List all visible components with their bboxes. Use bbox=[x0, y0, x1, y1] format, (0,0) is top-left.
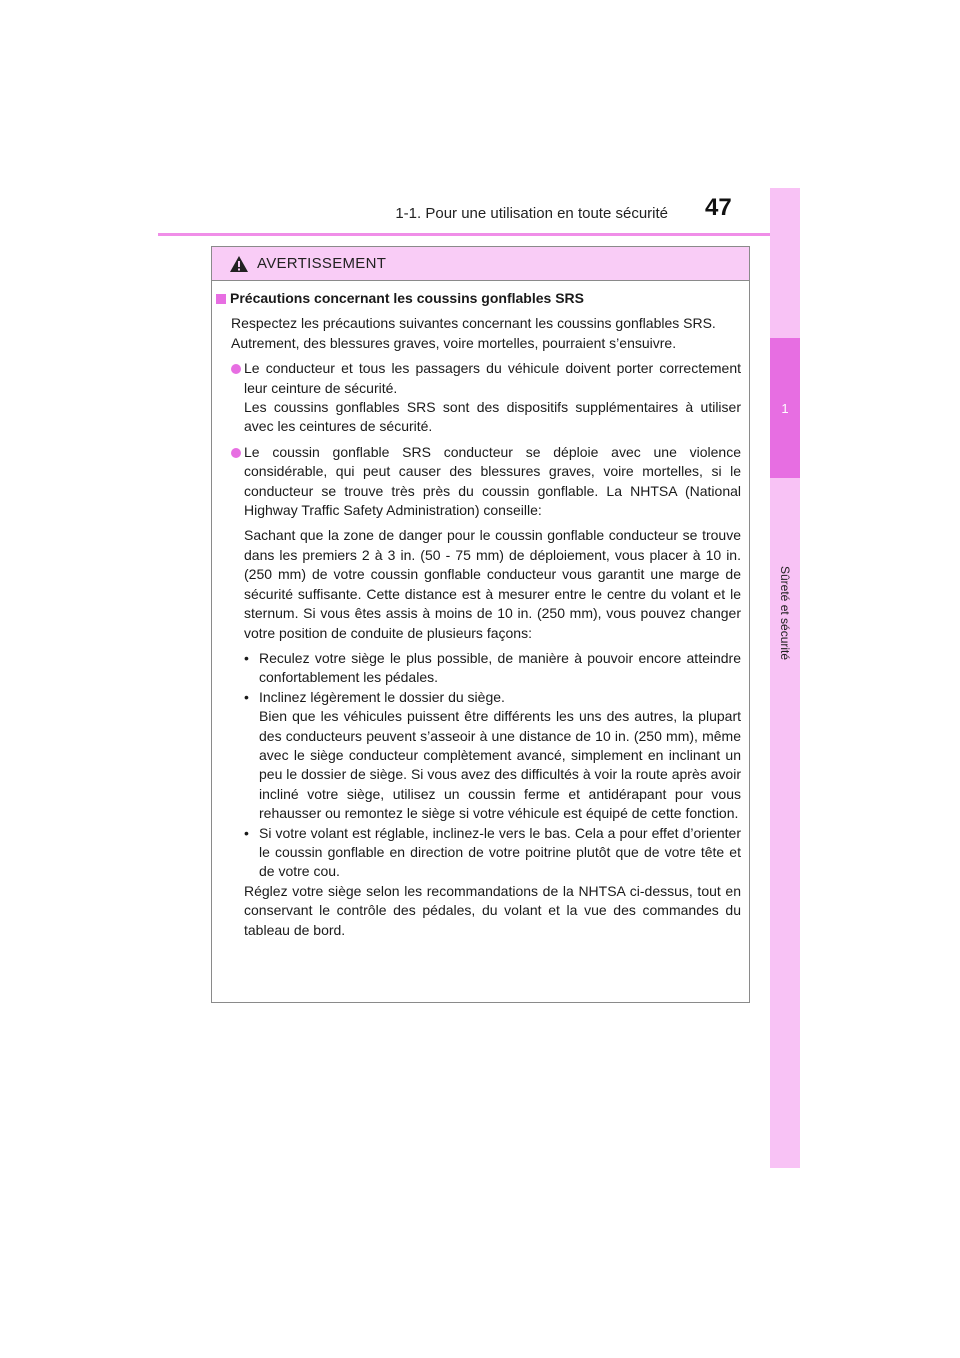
heading-text: Précautions concernant les coussins gonflables SRS bbox=[230, 290, 584, 306]
sub-item-text: Reculez votre siège le plus possible, de manière à pouvoir encore atteindre confortablement les pédales. bbox=[259, 649, 741, 686]
page-number: 47 bbox=[705, 194, 732, 221]
sub-item-text: Si votre volant est réglable, inclinez-le vers le bas. Cela a pour effet d’orienter le coussin gonflable en direction de votre poitrine plutôt que de votre tête et de votre cou. bbox=[259, 824, 741, 880]
bullet-text: Le coussin gonflable SRS conducteur se déploie avec une violence considérable, qui peut causer des blessures graves, voire mortelles, si le conducteur se trouve très près du coussin gonflable. La NHTSA (National Highway Traffic Safety Administration) conseille: bbox=[244, 443, 741, 519]
closing-paragraph: Réglez votre siège selon les recommandations de la NHTSA ci-dessus, tout en conservant le contrôle des pédales, du volant et la vue des commandes du tableau de bord. bbox=[244, 882, 741, 938]
bullet-line: Les coussins gonflables SRS sont des dispositifs supplémentaires à utiliser avec les ceintures de sécurité. bbox=[244, 399, 741, 435]
bullet-text bbox=[244, 359, 741, 437]
sub-item bbox=[244, 688, 741, 824]
warning-header bbox=[212, 247, 749, 281]
intro-paragraph bbox=[231, 314, 741, 353]
circle-bullet-icon bbox=[231, 448, 241, 458]
sub-item-text: Inclinez légèrement le dossier du siège. bbox=[259, 688, 505, 705]
section-title: 1-1. Pour une utilisation en toute sécurité bbox=[395, 205, 668, 222]
sub-item-extra: Bien que les véhicules puissent être différents les uns des autres, la plupart des conducteurs peuvent s’asseoir à une distance de 10 in. (250 mm), même avec le siège conducteur complètement avancé, simplement en inclinant un peu le dossier de siège. Si vous avez des difficultés à voir la route après avoir incliné votre siège, utilisez un coussin ferme et antidérapant pour vous rehausser ou remontez le siège si votre véhicule est équipé de cette fonction. bbox=[259, 708, 741, 822]
header-rule bbox=[158, 233, 799, 236]
sub-bullet-marker: • bbox=[244, 649, 249, 666]
section-heading bbox=[216, 289, 741, 308]
chapter-label: Sûreté et sécurité bbox=[778, 565, 792, 661]
chapter-number-tab bbox=[770, 338, 800, 478]
sub-item-content bbox=[259, 688, 741, 824]
intro-line: Autrement, des blessures graves, voire mortelles, pourraient s’ensuivre. bbox=[231, 334, 677, 351]
bullet-item bbox=[231, 443, 741, 521]
sub-bullet-marker: • bbox=[244, 824, 249, 841]
circle-bullet-icon bbox=[231, 364, 241, 374]
chapter-side-tab bbox=[770, 188, 800, 1168]
nhtsa-advice: Sachant que la zone de danger pour le coussin gonflable conducteur se trouve dans les premiers 2 à 3 in. (50 - 75 mm) de déploiement, vous placer à 10 in. (250 mm) de votre coussin gonflable conducteur vous garantit une marge de sécurité suffisante. Cette distance est à mesurer entre le centre du volant et le sternum. Si vous êtes assis à moins de 10 in. (250 mm), vous pouvez changer votre position de conduite de plusieurs façons: bbox=[244, 527, 741, 641]
chapter-label-container bbox=[770, 528, 800, 698]
warning-body bbox=[212, 281, 749, 940]
bullet-line: Le conducteur et tous les passagers du véhicule doivent porter correctement leur ceinture de sécurité. bbox=[244, 360, 741, 396]
intro-line: Respectez les précautions suivantes concernant les coussins gonflables SRS. bbox=[231, 315, 716, 332]
warning-title: AVERTISSEMENT bbox=[257, 255, 387, 272]
square-bullet-icon bbox=[216, 294, 226, 304]
warning-triangle-icon bbox=[229, 255, 249, 273]
warning-box bbox=[211, 246, 750, 1003]
sub-item bbox=[244, 649, 741, 688]
bullet-item bbox=[231, 359, 741, 437]
sub-item bbox=[244, 824, 741, 882]
chapter-number: 1 bbox=[781, 400, 789, 416]
sub-bullet-marker: • bbox=[244, 688, 249, 705]
